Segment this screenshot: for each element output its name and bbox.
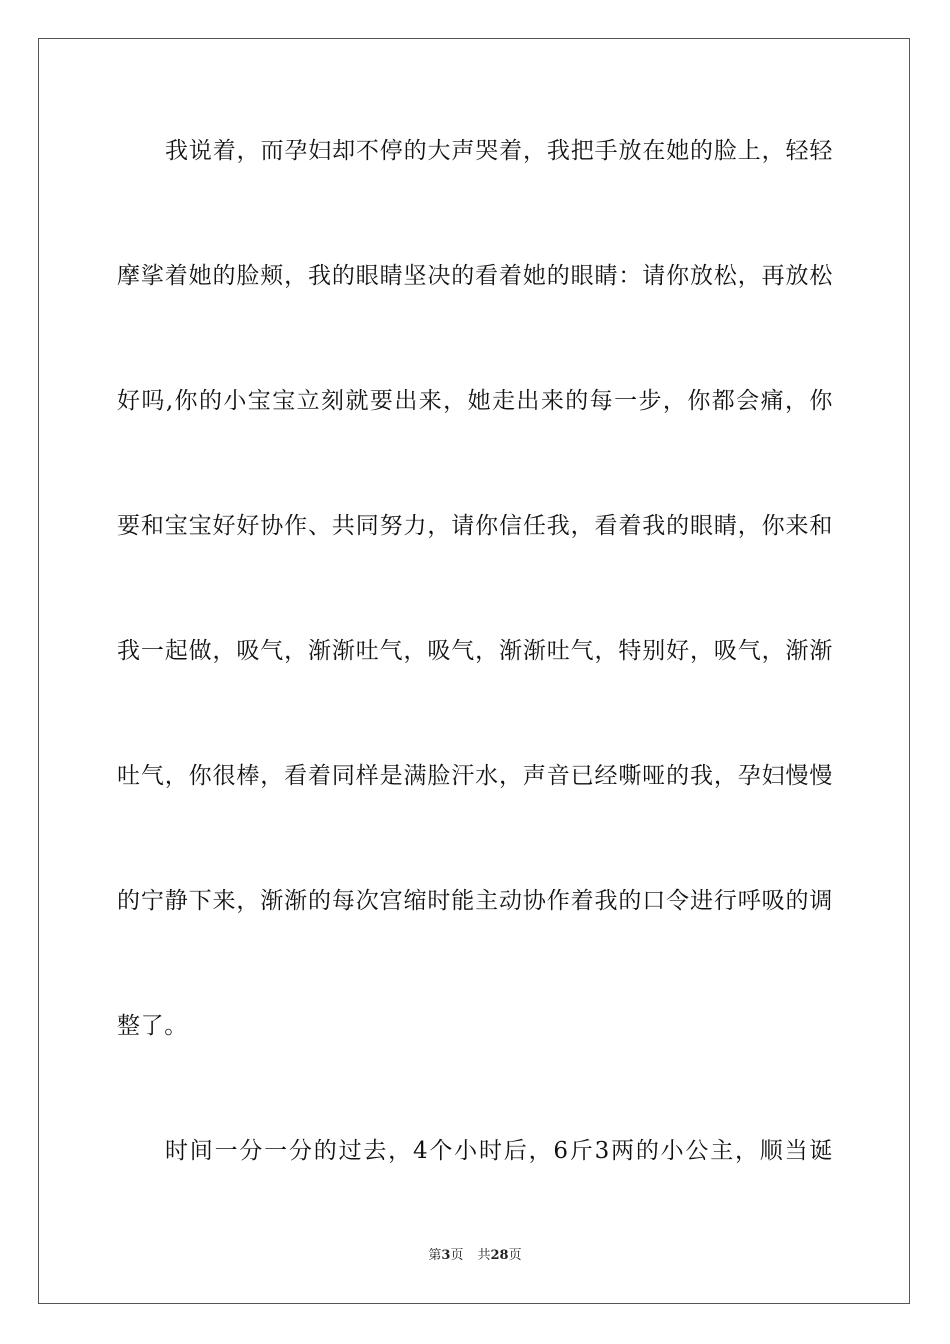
- page-footer: [0, 1247, 950, 1265]
- paragraph-line-6: 吐气，你很棒，看着同样是满脸汗水，声音已经嘶哑的我，孕妇慢慢: [117, 763, 833, 789]
- footer-page-total: 28: [490, 1248, 509, 1263]
- footer-page-current: 3: [441, 1248, 451, 1263]
- paragraph-line-1: 我说着，而孕妇却不停的大声哭着，我把手放在她的脸上，轻轻: [165, 138, 833, 164]
- paragraph-line-8: 整了。: [117, 1013, 188, 1039]
- paragraph-line-4: 要和宝宝好好协作、共同努力，请你信任我，看着我的眼睛，你来和: [117, 513, 833, 539]
- paragraph-line-5: 我一起做，吸气，渐渐吐气，吸气，渐渐吐气，特别好，吸气，渐渐: [117, 638, 833, 664]
- footer-page-prefix: 第: [428, 1248, 442, 1263]
- page-border: [38, 38, 910, 1304]
- footer-total-suffix: 页: [508, 1248, 522, 1263]
- paragraph-line-3: 好吗,你的小宝宝立刻就要出来，她走出来的每一步，你都会痛，你: [117, 388, 833, 414]
- paragraph-line-9: 时间一分一分的过去，4个小时后，6斤3两的小公主，顺当诞: [165, 1138, 833, 1164]
- footer-page-suffix: 页: [450, 1248, 464, 1263]
- paragraph-line-7: 的宁静下来，渐渐的每次宫缩时能主动协作着我的口令进行呼吸的调: [117, 888, 833, 914]
- footer-total-prefix: 共: [477, 1248, 491, 1263]
- paragraph-line-2: 摩挲着她的脸颊，我的眼睛坚决的看着她的眼睛：请你放松，再放松: [117, 263, 833, 289]
